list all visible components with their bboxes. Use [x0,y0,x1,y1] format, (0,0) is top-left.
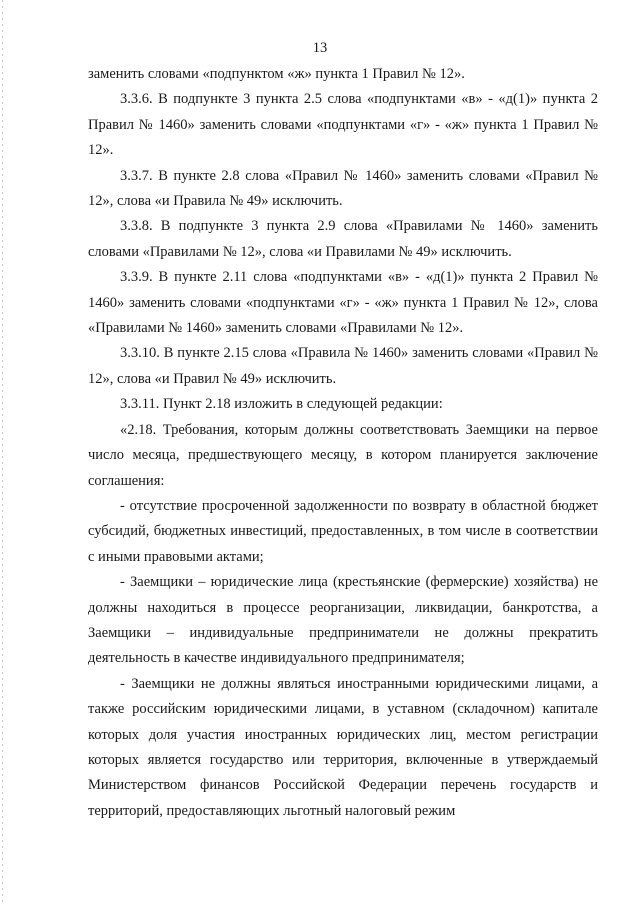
paragraph-3-3-6: 3.3.6. В подпункте 3 пункта 2.5 слова «подпунктами «в» - «д(1)» пункта 2 Правил № 1460» заменить словами «подпунктами «г» - «ж» пункта 1 Правил № 12». [88,91,598,159]
paragraph-3-3-9: 3.3.9. В пункте 2.11 слова «подпунктами «в» - «д(1)» пункта 2 Правил № 1460» заменить словами «подпунктами «г» - «ж» пункта 1 Правил № 12», слова «Правилами № 1460» заменить словами «Правилами № 12». [88,269,598,337]
paragraph-3-3-8: 3.3.8. В подпункте 3 пункта 2.9 слова «Правилами № 1460» заменить словами «Правилами № 12», слова «и Правилами № 49» исключить. [88,218,598,260]
requirement-no-reorganization: - Заемщики – юридические лица (крестьянские (фермерские) хозяйства) не должны находиться в процессе реорганизации, ликвидации, банкротства, а Заемщики – индивидуальные предприниматели не должны прекратить деятельность в качестве индивидуального предпринимателя; [88,574,598,667]
page-number: 13 [312,40,328,56]
document-body [88,62,598,824]
paragraph-3-3-11: 3.3.11. Пункт 2.18 изложить в следующей редакции: [120,396,443,413]
paragraph-continuation: заменить словами «подпунктом «ж» пункта 1 Правил № 12». [88,66,465,82]
paragraph-3-3-10: 3.3.10. В пункте 2.15 слова «Правила № 1460» заменить словами «Правил № 12», слова «и Правил № 49» исключить. [88,345,598,387]
scan-edge-line [2,0,3,905]
paragraph-2-18-intro: «2.18. Требования, которым должны соответствовать Заемщики на первое число месяца, предшествующего месяцу, в котором планируется заключение соглашения: [88,421,598,489]
requirement-no-debt: - отсутствие просроченной задолженности по возврату в областной бюджет субсидий, бюджетных инвестиций, предоставленных, в том числе в соответствии с иными правовыми актами; [88,497,598,565]
requirement-not-foreign: - Заемщики не должны являться иностранными юридическими лицами, а также российским юридическими лицами, в уставном (складочном) капитале которых доля участия иностранных юридических лиц, местом регистрации которых является государство или территория, включенные в утверждаемый Министерством финансов Российской Федерации перечень государств и территорий, предоставляющих льготный налоговый режим [88,675,598,819]
paragraph-3-3-7: 3.3.7. В пункте 2.8 слова «Правил № 1460» заменить словами «Правил № 12», слова «и Правила № 49» исключить. [88,167,598,210]
